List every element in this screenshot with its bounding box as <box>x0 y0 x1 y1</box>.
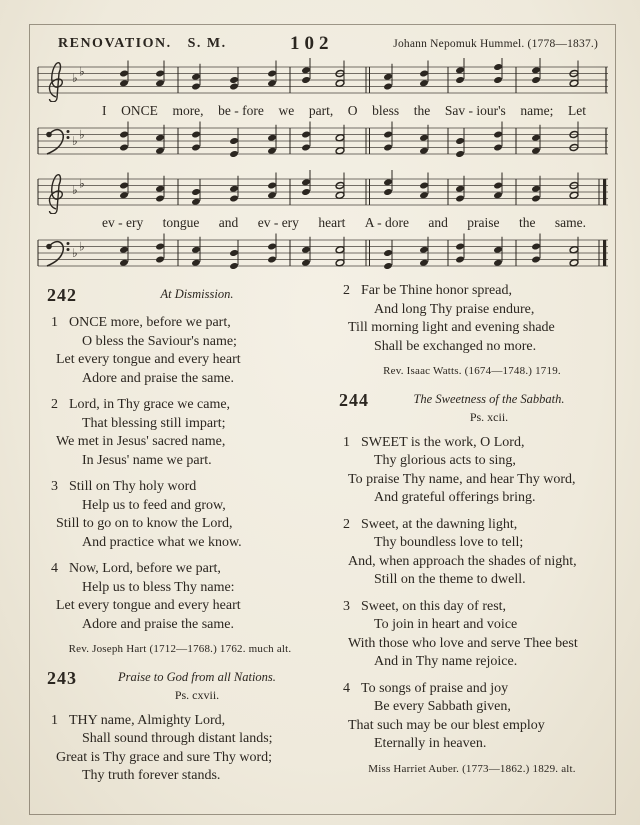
verse-number: 2 <box>343 283 350 298</box>
lyric-syllable: part, <box>308 103 334 118</box>
lyric-syllable: the <box>518 215 536 230</box>
key-signature-flats <box>72 240 85 261</box>
verse-line: Adore and praise the same. <box>82 616 234 632</box>
verse-line: Still to go on to know the Lord, <box>56 516 233 531</box>
verse-line: SWEET is the work, O Lord, <box>361 434 525 450</box>
page-number: 102 <box>290 33 334 54</box>
verse-line: That blessing still impart; <box>82 415 226 431</box>
note-chord <box>455 176 465 203</box>
lyric-syllable: ev - ery <box>102 215 144 230</box>
note-chord <box>493 122 503 152</box>
note-chord <box>419 61 429 88</box>
note-chord <box>229 128 239 158</box>
hymn-title: At Dismission. <box>160 287 234 301</box>
verse-line: To praise Thy name, and hear Thy word, <box>348 471 576 487</box>
verse-number: 1 <box>51 712 58 728</box>
hymn-text-columns <box>44 282 608 817</box>
note-chord <box>229 67 239 91</box>
bass-clef-icon <box>46 130 69 154</box>
note-chord <box>419 125 429 155</box>
note-chord <box>191 237 201 267</box>
svg-text:♭: ♭ <box>72 183 78 197</box>
hymn-header <box>336 390 608 427</box>
note-chord <box>301 170 311 196</box>
treble-clef-icon <box>49 63 62 102</box>
lyric-syllable: name; <box>520 103 554 118</box>
note-chord <box>383 170 393 196</box>
note-chord <box>119 61 129 88</box>
verse-line: O bless the Saviour's name; <box>82 333 237 349</box>
verse-line: Still on Thy holy word <box>69 479 197 494</box>
verse-line: To songs of praise and joy <box>361 680 509 696</box>
verse-number: 1 <box>343 434 350 450</box>
lyric-syllable: the <box>413 103 431 118</box>
note-chord <box>191 122 201 152</box>
note-chord <box>335 125 345 155</box>
note-chord <box>267 234 277 264</box>
hymn-verse <box>44 478 316 552</box>
svg-text:♭: ♭ <box>72 71 78 85</box>
lyric-syllable: I <box>102 103 107 118</box>
verse-lines <box>44 560 316 634</box>
note-chord <box>155 61 165 88</box>
verse-lines <box>44 712 316 786</box>
treble-staff <box>36 170 610 214</box>
note-chord <box>419 237 429 267</box>
hymn-title: Praise to God from all Nations. <box>118 669 276 684</box>
composer-credit: Johann Nepomuk Hummel. (1778—1837.) <box>393 38 598 50</box>
note-chord <box>119 122 129 152</box>
note-chord <box>335 237 345 267</box>
tune-name-text: RENOVATION. <box>58 36 172 51</box>
music-system <box>36 170 610 275</box>
note-chord <box>267 61 277 88</box>
hymn-verse <box>44 560 316 634</box>
verse-line: With those who love and serve Thee best <box>348 635 578 651</box>
lyric-syllable: praise <box>467 215 500 230</box>
note-chord <box>493 173 503 200</box>
lyric-syllable: O <box>347 103 358 118</box>
verse-number: 1 <box>51 315 58 330</box>
verse-line: We met in Jesus' sacred name, <box>56 434 226 449</box>
tune-name <box>58 36 227 52</box>
note-chord <box>455 58 465 84</box>
verse-line: Thy glorious acts to sing, <box>374 453 516 468</box>
hymn-header <box>44 285 316 307</box>
verse-line: ONCE more, before we part, <box>69 315 231 330</box>
verse-line: Shall sound through distant lands; <box>82 731 273 746</box>
lyric-syllable: bless <box>372 103 400 118</box>
hymn-verse <box>336 680 608 754</box>
hymn-verse <box>336 434 608 508</box>
verse-line: Thy truth forever stands. <box>82 768 221 783</box>
verse-line: Let every tongue and every heart <box>56 352 241 367</box>
note-chord <box>493 58 503 84</box>
hymn-title: The Sweetness of the Sabbath. <box>413 391 565 406</box>
verse-number: 4 <box>51 561 58 576</box>
verse-line: That such may be our blest employ <box>348 717 545 733</box>
left-column <box>44 282 316 817</box>
note-chord <box>229 240 239 270</box>
verse-lines <box>44 478 316 552</box>
verse-line: Now, Lord, before we part, <box>69 561 221 576</box>
music-system <box>36 58 610 163</box>
verse-line: Adore and praise the same. <box>82 370 234 386</box>
verse-lines <box>336 516 608 590</box>
note-chord <box>569 237 579 267</box>
lyric-syllable: heart <box>318 215 346 230</box>
lyric-syllable: and <box>218 215 239 230</box>
svg-text:♭: ♭ <box>72 246 78 260</box>
verse-line: Great is Thy grace and sure Thy word; <box>56 749 273 765</box>
note-chord <box>155 176 165 203</box>
verse-line: THY name, Almighty Lord, <box>69 712 226 728</box>
hymn-title-block <box>44 285 316 304</box>
verse-line: Lord, in Thy grace we came, <box>69 397 231 412</box>
verse-line: And, when approach the shades of night, <box>348 553 577 569</box>
note-chord <box>455 128 465 158</box>
lyrics-line <box>102 102 586 119</box>
verse-line: Let every tongue and every heart <box>56 598 241 613</box>
lyric-syllable: we <box>278 103 295 118</box>
svg-text:♭: ♭ <box>79 127 85 142</box>
lyric-syllable: A - dore <box>364 215 409 230</box>
verse-line: Still on the theme to dwell. <box>374 572 526 587</box>
note-chord <box>531 58 541 84</box>
note-chord <box>229 176 239 203</box>
svg-text:♭: ♭ <box>72 134 78 148</box>
page-header <box>58 33 598 57</box>
verse-line: Help us to feed and grow, <box>82 497 226 513</box>
scripture-reference: Ps. xcii. <box>469 410 509 424</box>
verse-lines <box>336 282 608 356</box>
verse-number: 2 <box>343 516 350 532</box>
verse-line: And in Thy name rejoice. <box>374 654 518 669</box>
note-chord <box>119 237 129 267</box>
verse-line: Shall be exchanged no more. <box>374 338 537 354</box>
music-score <box>36 58 610 282</box>
note-chord <box>267 173 277 200</box>
scripture-reference: Ps. cxvii. <box>174 688 220 702</box>
hymn-title-block <box>336 390 608 427</box>
verse-line: Be every Sabbath given, <box>374 699 511 714</box>
note-chord <box>419 173 429 200</box>
treble-clef-icon <box>49 175 62 214</box>
lyric-syllable: Sav - iour's <box>444 103 506 118</box>
hymn-number: 244 <box>339 389 369 410</box>
author-attribution: Miss Harriet Auber. (1773—1862.) 1829. alt. <box>368 762 576 775</box>
lyric-syllable: Let <box>567 103 586 118</box>
verse-line: Thy boundless love to tell; <box>374 535 524 550</box>
verse-number: 4 <box>343 680 350 696</box>
author-attribution: Rev. Joseph Hart (1712—1768.) 1762. much alt. <box>68 643 292 655</box>
note-chord <box>493 237 503 267</box>
verse-line: Eternally in heaven. <box>374 736 487 751</box>
key-signature-flats <box>72 177 85 198</box>
verse-line: And long Thy praise endure, <box>374 301 535 317</box>
svg-text:♭: ♭ <box>79 64 85 79</box>
verse-lines <box>44 396 316 470</box>
meter-label: S. M. <box>187 36 227 51</box>
verse-line: Sweet, on this day of rest, <box>361 598 507 614</box>
verse-line: Help us to bless Thy name: <box>82 579 235 595</box>
bass-staff <box>36 231 610 275</box>
verse-lines <box>336 434 608 508</box>
hymn-verse <box>336 282 608 356</box>
lyric-syllable: tongue <box>162 215 200 230</box>
note-chord <box>155 125 165 155</box>
treble-staff <box>36 58 610 102</box>
verse-line: Till morning light and evening shade <box>348 320 555 335</box>
verse-number: 2 <box>51 397 58 412</box>
note-chord <box>455 234 465 264</box>
note-chord <box>155 234 165 264</box>
right-column <box>336 282 608 817</box>
hymn-title-block <box>44 668 316 705</box>
note-chord <box>383 64 393 91</box>
lyrics-line <box>102 214 586 231</box>
note-chord <box>301 122 311 152</box>
hymn-verse <box>44 396 316 470</box>
note-chord <box>267 125 277 155</box>
verse-line: Sweet, at the dawning light, <box>361 516 518 532</box>
verse-lines <box>336 680 608 754</box>
note-chord <box>531 176 541 203</box>
hymn-verse <box>336 516 608 590</box>
key-signature-flats <box>72 128 85 149</box>
key-signature-flats <box>72 65 85 86</box>
lyric-syllable: ev - ery <box>257 215 299 230</box>
verse-number: 3 <box>343 598 350 614</box>
hymn-number: 243 <box>47 667 77 688</box>
note-chord <box>191 64 201 91</box>
bass-clef-icon <box>46 242 69 266</box>
lyric-syllable: be - fore <box>218 103 264 118</box>
note-chord <box>301 237 311 267</box>
bass-staff <box>36 119 610 163</box>
note-chord <box>569 122 579 152</box>
verse-number: 3 <box>51 479 58 494</box>
verse-line: In Jesus' name we part. <box>82 452 212 468</box>
hymn-header <box>44 668 316 705</box>
verse-lines <box>336 598 608 672</box>
verse-line: And grateful offerings bring. <box>374 490 536 505</box>
lyric-syllable: and <box>428 215 448 230</box>
lyric-syllable: same. <box>554 215 586 230</box>
hymn-verse <box>44 314 316 388</box>
note-chord <box>383 240 393 270</box>
note-chord <box>531 234 541 264</box>
verse-line: Far be Thine honor spread, <box>361 283 512 298</box>
note-chord <box>191 179 201 206</box>
note-chord <box>383 122 393 152</box>
svg-text:♭: ♭ <box>79 239 85 254</box>
verse-line: And practice what we know. <box>82 534 242 550</box>
svg-text:♭: ♭ <box>79 176 85 191</box>
note-chord <box>531 125 541 155</box>
lyric-syllable: more, <box>172 103 204 118</box>
note-chord <box>301 58 311 84</box>
verse-lines <box>44 314 316 388</box>
hymn-verse <box>336 598 608 672</box>
note-chord <box>119 173 129 200</box>
verse-line: To join in heart and voice <box>374 617 518 632</box>
hymn-number: 242 <box>47 285 77 305</box>
author-attribution: Rev. Isaac Watts. (1674—1748.) 1719. <box>383 365 561 377</box>
hymn-verse <box>44 712 316 786</box>
lyric-syllable: ONCE <box>121 103 158 118</box>
